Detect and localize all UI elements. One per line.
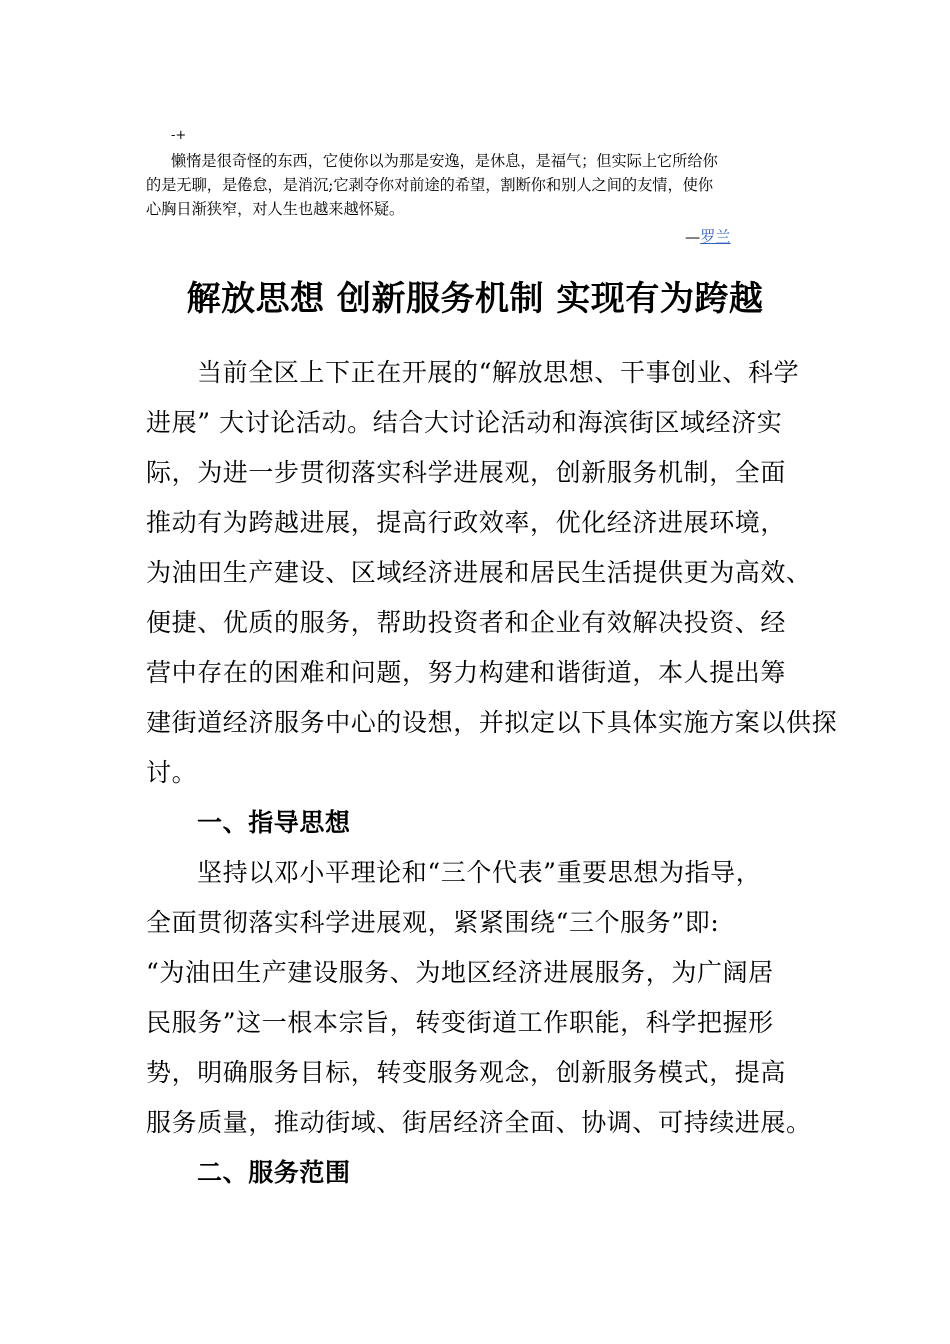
author-dash: — [685, 228, 701, 246]
quote-line-2: 的是无聊，是倦怠，是消沉;它剥夺你对前途的希望，割断你和别人之间的友情，使你 [146, 176, 714, 194]
body-line: 营中存在的困难和问题，努力构建和谐街道，本人提出筹 [146, 658, 787, 687]
body-line: 便捷、优质的服务，帮助投资者和企业有效解决投资、经 [146, 608, 787, 637]
body-line: 服务质量，推动街域、街居经济全面、协调、可持续进展。 [146, 1108, 812, 1137]
body-line: 推动有为跨越进展，提高行政效率，优化经济进展环境， [146, 508, 787, 537]
body-line: 当前全区上下正在开展的“解放思想、干事创业、科学 [197, 358, 800, 387]
quote-line-1: 懒惰是很奇怪的东西，它使你以为那是安逸，是休息，是福气；但实际上它所给你 [171, 152, 718, 170]
body-line: 势，明确服务目标，转变服务观念，创新服务模式，提高 [146, 1058, 787, 1087]
section-heading-2: 二、服务范围 [197, 1158, 351, 1187]
body-line: 为油田生产建设、区域经济进展和居民生活提供更为高效、 [146, 558, 812, 587]
quote-author [685, 226, 731, 248]
body-line: 进展” 大讨论活动。结合大讨论活动和海滨街区域经济实 [146, 408, 783, 437]
author-link[interactable]: 罗兰 [700, 228, 731, 246]
body-line: 民服务”这一根本宗旨，转变街道工作职能，科学把握形 [146, 1008, 774, 1037]
section-heading-1: 一、指导思想 [197, 808, 351, 837]
body-line: 建街道经济服务中心的设想，并拟定以下具体实施方案以供探 [146, 708, 838, 737]
body-line: “为油田生产建设服务、为地区经济进展服务，为广阔居 [146, 958, 774, 987]
body-line: 全面贯彻落实科学进展观，紧紧围绕“三个服务”即: [146, 908, 720, 937]
quote-line-3: 心胸日渐狭窄，对人生也越来越怀疑。 [146, 200, 405, 218]
body-line: 讨。 [146, 758, 198, 787]
page-marker: -+ [171, 128, 187, 143]
body-line: 坚持以邓小平理论和“三个代表”重要思想为指导， [197, 858, 762, 887]
document-title: 解放思想 创新服务机制 实现有为跨越 [186, 279, 764, 319]
body-line: 际，为进一步贯彻落实科学进展观，创新服务机制，全面 [146, 458, 787, 487]
